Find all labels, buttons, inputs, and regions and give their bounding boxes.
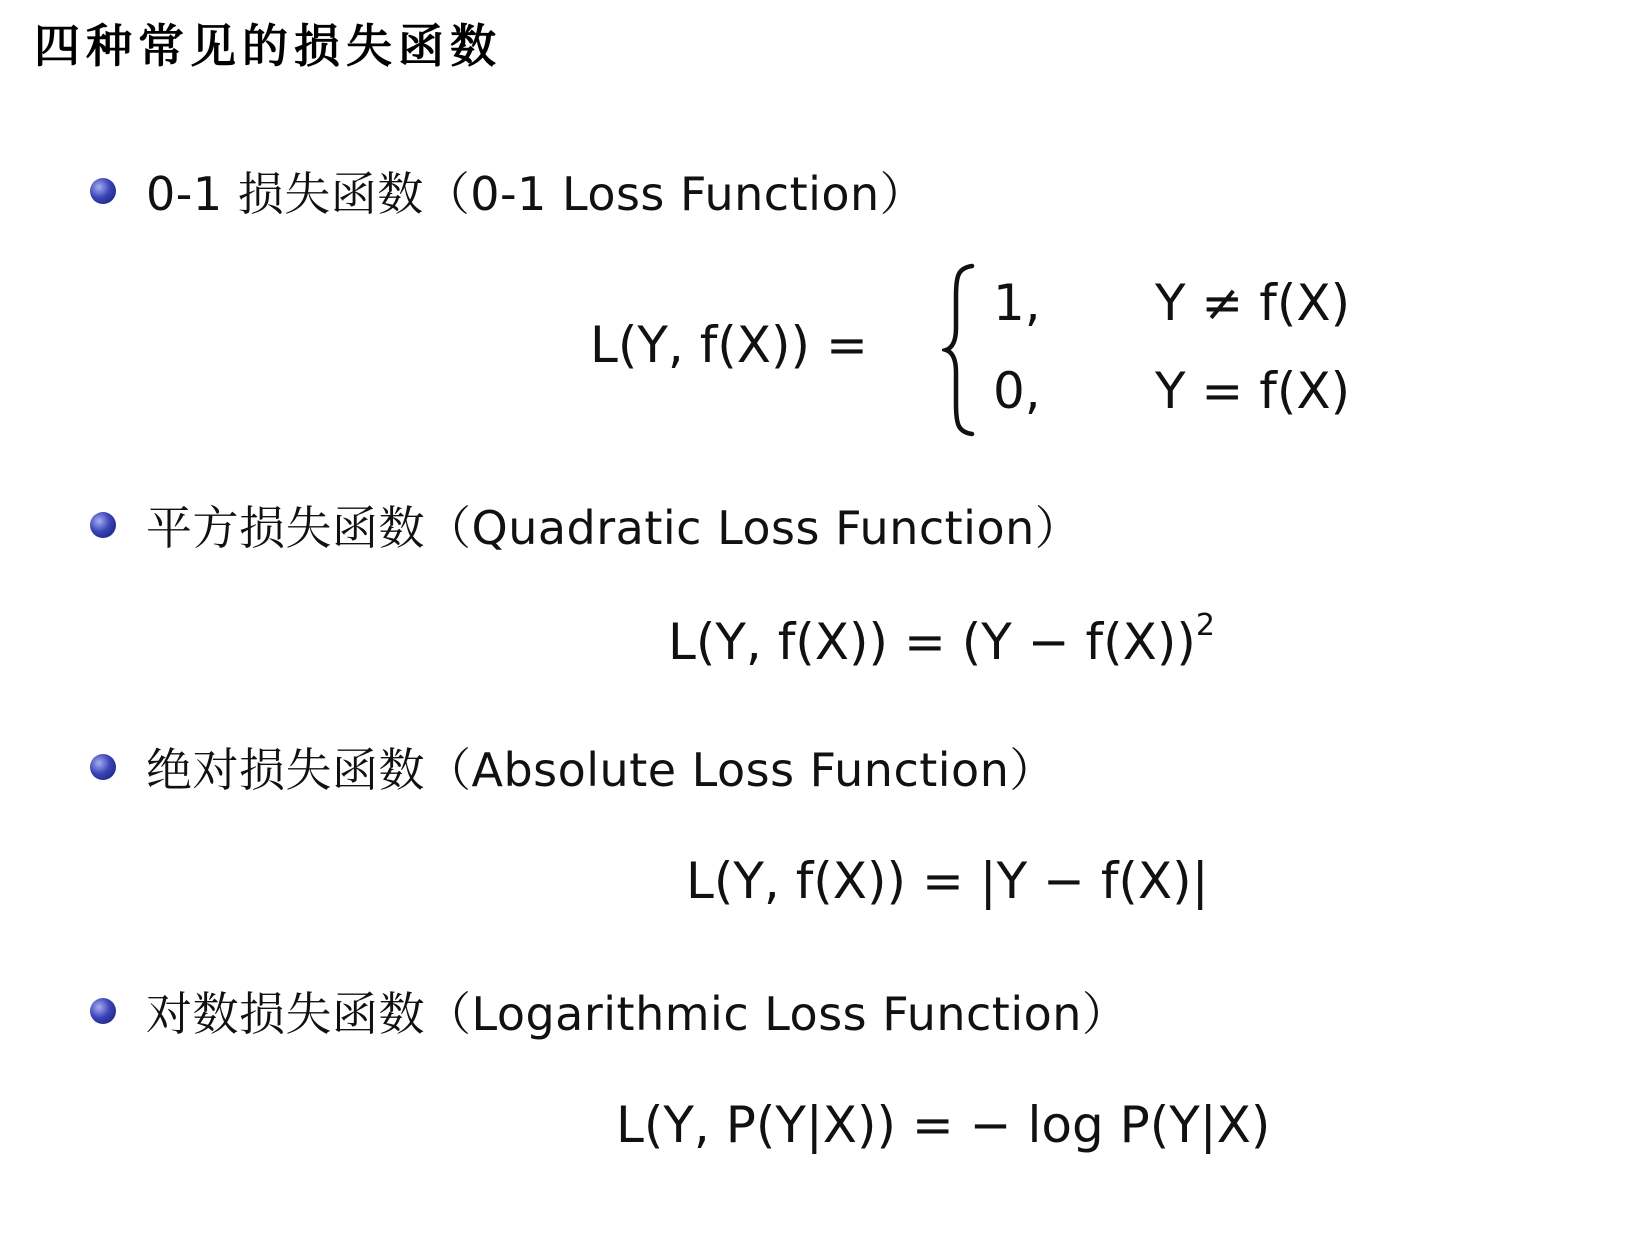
formula-text: L(Y, f(X)) = |Y − f(X)| — [686, 852, 1209, 910]
left-brace-icon — [942, 262, 978, 437]
list-item-zero-one-loss — [90, 158, 926, 224]
formula-text: L(Y, f(X)) = (Y − f(X)) — [668, 613, 1196, 671]
bullet-icon — [90, 178, 116, 204]
formula-text: L(Y, P(Y|X)) = − log P(Y|X) — [616, 1096, 1271, 1154]
bullet-icon — [90, 998, 116, 1024]
item-label: 平方损失函数（Quadratic Loss Function） — [146, 501, 1082, 555]
case-condition: Y = f(X) — [1155, 362, 1351, 420]
formula-quadratic-loss — [668, 608, 1215, 671]
list-item-logarithmic-loss — [90, 978, 1128, 1044]
case-value: 1, — [993, 274, 1041, 332]
bullet-icon — [90, 754, 116, 780]
case-value: 0, — [993, 362, 1041, 420]
page-title: 四种常见的损失函数 — [34, 19, 502, 73]
formula-superscript: 2 — [1195, 608, 1215, 643]
formula-absolute-loss — [686, 852, 1209, 910]
formula-zero-one-loss — [590, 262, 1490, 437]
list-item-absolute-loss — [90, 734, 1056, 800]
formula-lhs: L(Y, f(X)) = — [590, 316, 868, 374]
list-item-quadratic-loss — [90, 492, 1081, 558]
formula-logarithmic-loss — [616, 1096, 1270, 1154]
item-label: 绝对损失函数（Absolute Loss Function） — [146, 743, 1056, 797]
case-condition: Y ≠ f(X) — [1155, 274, 1351, 332]
item-label: 0-1 损失函数（0-1 Loss Function） — [146, 167, 927, 221]
item-label: 对数损失函数（Logarithmic Loss Function） — [146, 987, 1129, 1041]
bullet-icon — [90, 512, 116, 538]
